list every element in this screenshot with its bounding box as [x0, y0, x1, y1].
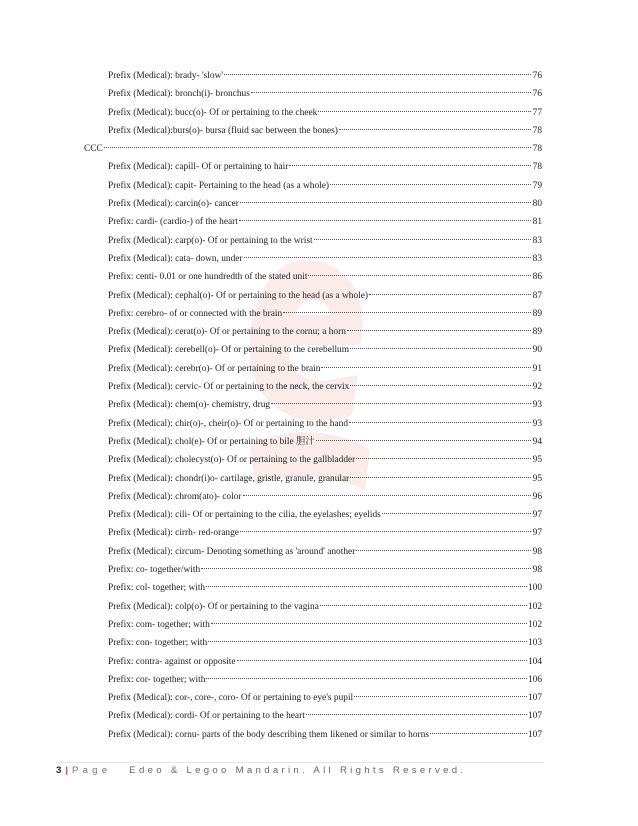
- toc-entry-page: 81: [532, 217, 542, 228]
- toc-entry-label: Prefix: cardi- (cardio-) of the heart: [108, 217, 238, 228]
- toc-entry-page: 87: [532, 290, 542, 301]
- toc-entry-label: Prefix: contra- against or opposite: [108, 656, 236, 667]
- toc-entry[interactable]: [84, 140, 542, 158]
- dot-leader: [354, 696, 527, 697]
- dot-leader: [430, 733, 527, 734]
- toc-entry-label: Prefix (Medical): chrom(ato)- color: [108, 491, 242, 502]
- toc-entry-label: Prefix (Medical): cerebell(o)- Of or pertaining to the cerebellum: [108, 345, 350, 356]
- dot-leader: [308, 275, 531, 276]
- dot-leader: [316, 440, 531, 441]
- toc-entry-page: 103: [527, 638, 542, 649]
- dot-leader: [104, 147, 531, 148]
- toc-entry-label: Prefix (Medical): cornu- parts of the body describing them likened or similar to horns: [108, 729, 430, 740]
- dot-leader: [306, 714, 527, 715]
- toc-entry-label: Prefix: cor- together; with: [108, 674, 206, 685]
- toc-entry[interactable]: [84, 232, 542, 250]
- toc-entry-page: 79: [532, 180, 542, 191]
- toc-entry-label: Prefix (Medical): cephal(o)- Of or pertaining to the head (as a whole): [108, 290, 369, 301]
- toc-entry-label: Prefix (Medical): carp(o)- Of or pertaining to the wrist: [108, 235, 313, 246]
- toc-entry[interactable]: [84, 378, 542, 396]
- toc-entry-page: 93: [532, 400, 542, 411]
- toc-entry[interactable]: [84, 360, 542, 378]
- toc-entry[interactable]: [84, 415, 542, 433]
- toc-entry[interactable]: [84, 177, 542, 195]
- toc-entry[interactable]: [84, 579, 542, 597]
- dot-leader: [350, 477, 531, 478]
- toc-entry-page: 78: [532, 125, 542, 136]
- toc-entry-page: 98: [532, 546, 542, 557]
- toc-entry-page: 90: [532, 345, 542, 356]
- dot-leader: [206, 586, 527, 587]
- dot-leader: [240, 202, 531, 203]
- dot-leader: [382, 513, 531, 514]
- toc-entry-label: Prefix (Medical): chondr(i)o- cartilage, gristle, granule, granular: [108, 473, 350, 484]
- toc-entry-page: 102: [527, 601, 542, 612]
- toc-entry-page: 93: [532, 418, 542, 429]
- toc-entry[interactable]: [84, 616, 542, 634]
- dot-leader: [349, 422, 531, 423]
- toc-entry[interactable]: [84, 122, 542, 140]
- toc-entry[interactable]: [84, 488, 542, 506]
- toc-entry[interactable]: [84, 653, 542, 671]
- dot-leader: [330, 184, 531, 185]
- toc-entry-label: Prefix (Medical): chir(o)-, cheir(o)- Of or pertaining to the hand: [108, 418, 349, 429]
- toc-entry-label: Prefix (Medical): cordi- Of or pertaining to the heart: [108, 711, 305, 722]
- footer-rights-text: Edeo & Legoo Mandarin. All Rights Reserved.: [129, 765, 467, 776]
- toc-entry-label: Prefix: com- together; with: [108, 619, 210, 630]
- toc-entry-page: 83: [532, 253, 542, 264]
- toc-entry-label: CCC: [84, 144, 103, 155]
- toc-entry-label: Prefix: co- together/with: [108, 565, 201, 576]
- toc-entry[interactable]: [84, 341, 542, 359]
- toc-entry-page: 100: [527, 583, 542, 594]
- dot-leader: [208, 641, 527, 642]
- toc-entry-label: Prefix: centi- 0.01 or one hundredth of the stated unit: [108, 272, 308, 283]
- toc-entry-page: 89: [532, 308, 542, 319]
- toc-entry[interactable]: [84, 671, 542, 689]
- dot-leader: [320, 605, 527, 606]
- dot-leader: [251, 92, 531, 93]
- toc-entry-label: Prefix (Medical): bucc(o)- Of or pertaining to the cheek: [108, 107, 318, 118]
- dot-leader: [271, 403, 531, 404]
- toc-entry[interactable]: [84, 543, 542, 561]
- toc-entry[interactable]: [84, 158, 542, 176]
- toc-entry[interactable]: [84, 67, 542, 85]
- toc-entry[interactable]: [84, 305, 542, 323]
- toc-entry-page: 102: [527, 619, 542, 630]
- toc-entry-page: 80: [532, 199, 542, 210]
- toc-entry-page: 92: [532, 382, 542, 393]
- toc-entry-page: 76: [532, 71, 542, 81]
- dot-leader: [240, 531, 531, 532]
- toc-entry-page: 83: [532, 235, 542, 246]
- toc-entry-label: Prefix (Medical): cirrh- red-orange: [108, 528, 239, 539]
- dot-leader: [239, 220, 531, 221]
- toc-entry-page: 97: [532, 510, 542, 521]
- dot-leader: [237, 660, 527, 661]
- toc-entry[interactable]: [84, 287, 542, 305]
- toc-entry[interactable]: [84, 195, 542, 213]
- toc-entry-page: 98: [532, 565, 542, 576]
- toc-entry-label: Prefix (Medical): chem(o)- chemistry, drug: [108, 400, 271, 411]
- dot-leader: [339, 129, 531, 130]
- toc-entry-page: 94: [532, 436, 542, 447]
- footer-divider: [56, 762, 544, 763]
- toc-entry-label: Prefix (Medical): cerebr(o)- Of or pertaining to the brain: [108, 363, 321, 374]
- footer-separator: |: [65, 765, 69, 776]
- toc-entry-page: 86: [532, 272, 542, 283]
- footer-page-number: 3: [56, 765, 62, 776]
- toc-entry[interactable]: [84, 250, 542, 268]
- toc-entry-page: 107: [527, 711, 542, 722]
- toc-entry-page: 107: [527, 693, 542, 704]
- table-of-contents: [84, 67, 542, 744]
- toc-entry[interactable]: [84, 433, 542, 451]
- dot-leader: [347, 330, 531, 331]
- dot-leader: [321, 367, 531, 368]
- dot-leader: [206, 678, 526, 679]
- dot-leader: [244, 257, 531, 258]
- dot-leader: [350, 385, 531, 386]
- toc-entry-label: Prefix (Medical): carcin(o)- cancer: [108, 199, 239, 210]
- toc-entry-label: Prefix (Medical): circum- Denoting something as 'around' another: [108, 546, 356, 557]
- footer-page-word: Page: [72, 765, 112, 776]
- toc-entry[interactable]: [84, 396, 542, 414]
- dot-leader: [369, 294, 531, 295]
- toc-entry[interactable]: [84, 561, 542, 579]
- toc-entry-label: Prefix: col- together; with: [108, 583, 206, 594]
- toc-entry-label: Prefix: con- together; with: [108, 638, 208, 649]
- toc-entry-page: 78: [532, 162, 542, 173]
- toc-entry[interactable]: [84, 707, 542, 725]
- toc-entry-label: Prefix (Medical): cor-, core-, coro- Of or pertaining to eye's pupil: [108, 693, 354, 704]
- toc-entry-page: 96: [532, 491, 542, 502]
- toc-entry-label: Prefix: cerebro- of or connected with the brain: [108, 308, 283, 319]
- toc-entry[interactable]: [84, 268, 542, 286]
- toc-entry-page: 89: [532, 327, 542, 338]
- toc-entry[interactable]: [84, 323, 542, 341]
- toc-entry[interactable]: [84, 104, 542, 122]
- toc-entry[interactable]: [84, 726, 542, 744]
- toc-entry-label: Prefix (Medical): cata- down, under: [108, 253, 243, 264]
- page-footer: [56, 765, 466, 776]
- toc-entry-page: 77: [532, 107, 542, 118]
- toc-entry[interactable]: [84, 213, 542, 231]
- toc-entry[interactable]: [84, 634, 542, 652]
- toc-entry-label: Prefix (Medical): colp(o)- Of or pertaining to the vagina: [108, 601, 319, 612]
- toc-entry[interactable]: [84, 598, 542, 616]
- toc-entry-page: 106: [527, 674, 542, 685]
- dot-leader: [224, 74, 531, 75]
- toc-entry-label: Prefix (Medical): cervic- Of or pertaining to the neck, the cervix: [108, 382, 350, 393]
- toc-entry-page: 107: [527, 729, 542, 740]
- dot-leader: [318, 111, 531, 112]
- dot-leader: [201, 568, 531, 569]
- toc-entry-label: Prefix (Medical): brady- 'slow': [108, 71, 224, 81]
- toc-entry-label: Prefix (Medical): capit- Pertaining to the head (as a whole): [108, 180, 330, 191]
- toc-entry[interactable]: [84, 689, 542, 707]
- toc-entry-page: 104: [527, 656, 542, 667]
- toc-entry-label: Prefix (Medical): bronch(i)- bronchus: [108, 89, 250, 100]
- toc-entry-label: Prefix (Medical): capill- Of or pertaining to hair: [108, 162, 289, 173]
- toc-entry[interactable]: [84, 470, 542, 488]
- dot-leader: [243, 495, 531, 496]
- dot-leader: [314, 239, 531, 240]
- toc-entry[interactable]: [84, 451, 542, 469]
- toc-entry-page: 95: [532, 455, 542, 466]
- toc-entry-page: 78: [532, 144, 542, 155]
- dot-leader: [289, 165, 531, 166]
- dot-leader: [356, 550, 531, 551]
- toc-entry[interactable]: [84, 524, 542, 542]
- toc-entry-page: 91: [532, 363, 542, 374]
- toc-entry-page: 76: [532, 89, 542, 100]
- toc-entry-label: Prefix (Medical): cerat(o)- Of or pertaining to the cornu; a horn: [108, 327, 346, 338]
- toc-entry[interactable]: [84, 506, 542, 524]
- toc-entry-label: Prefix (Medical):burs(o)- bursa (fluid sac between the bones): [108, 125, 338, 136]
- toc-entry-page: 97: [532, 528, 542, 539]
- dot-leader: [211, 623, 527, 624]
- dot-leader: [283, 312, 531, 313]
- dot-leader: [350, 348, 531, 349]
- toc-entry-label: Prefix (Medical): cili- Of or pertaining to the cilia, the eyelashes; eyelids: [108, 510, 381, 521]
- dot-leader: [356, 458, 531, 459]
- toc-entry-label: Prefix (Medical): chol(e)- Of or pertaining to bile 胆汁: [108, 436, 315, 447]
- toc-entry[interactable]: [84, 85, 542, 103]
- toc-entry-label: Prefix (Medical): cholecyst(o)- Of or pertaining to the gallbladder: [108, 455, 356, 466]
- toc-entry-page: 95: [532, 473, 542, 484]
